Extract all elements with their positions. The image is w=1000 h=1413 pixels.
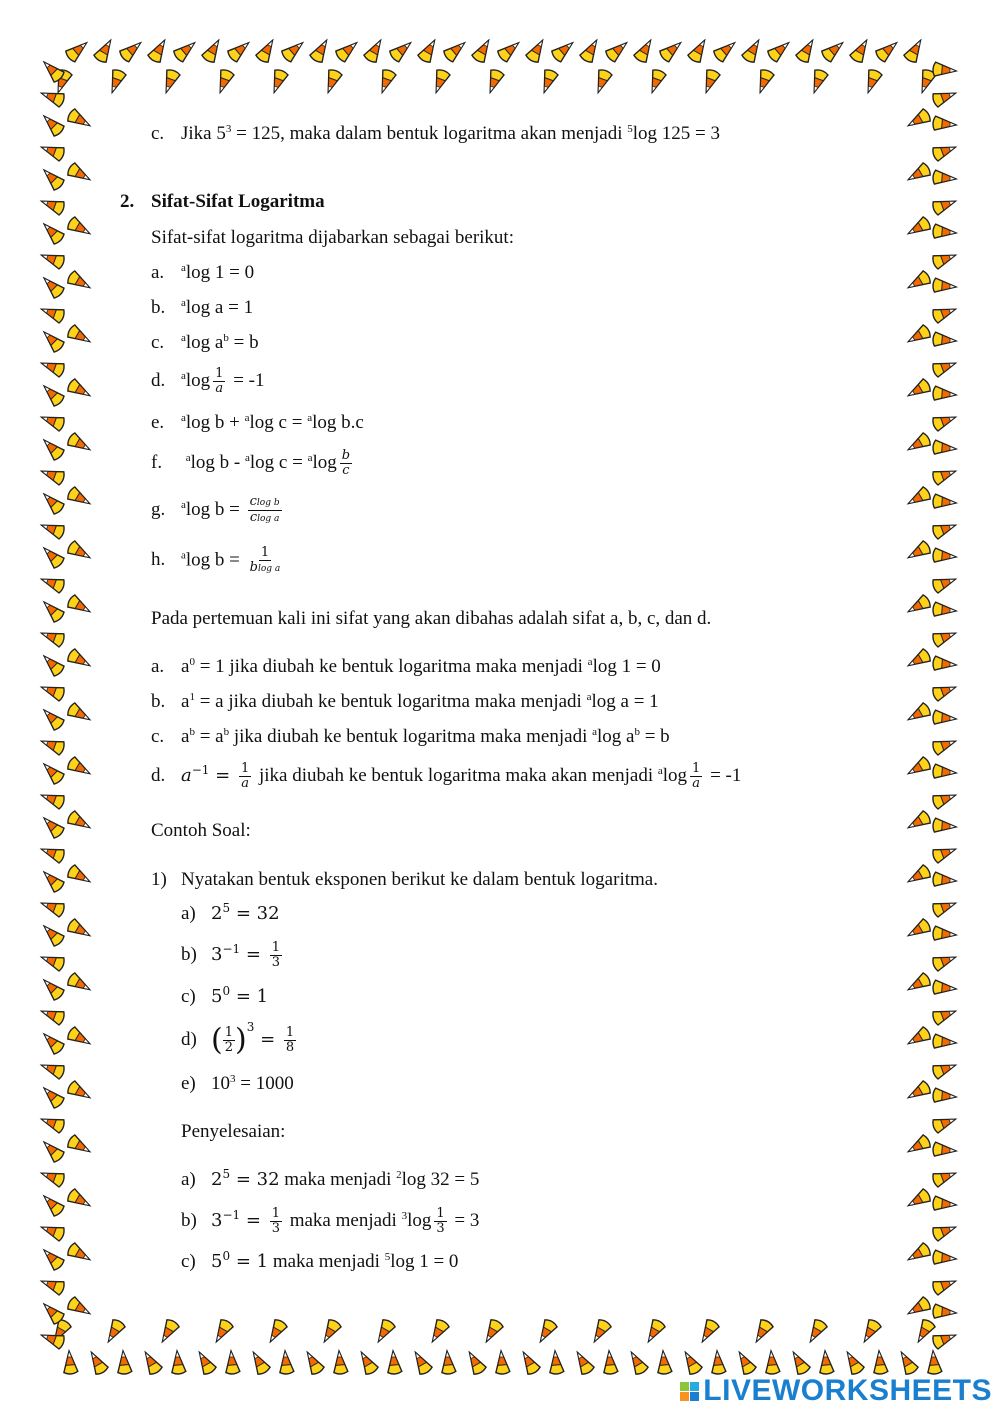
candy-corn-icon [926,1350,942,1374]
candy-corn-icon [39,1029,65,1055]
property-a: a. $^a$log 1 = 0 [151,262,255,283]
candy-corn-icon [39,195,65,216]
candy-corn-icon [106,68,127,94]
candy-corn-icon [932,440,956,456]
candy-corn-icon [39,543,65,569]
candy-corn-icon [66,1080,93,1104]
candy-corn-icon [39,111,65,137]
candy-corn-icon [931,87,957,108]
candy-corn-icon [66,486,93,510]
candy-corn-icon [471,37,495,64]
candy-corn-icon [39,381,65,407]
candy-corn-icon [39,1275,65,1296]
candy-corn-icon [932,1034,956,1050]
candy-corn-icon [39,273,65,299]
candy-corn-icon [170,1350,186,1374]
candy-corn-icon [39,1191,65,1217]
section-title: Sifat-Sifat Logaritma [151,191,325,212]
candy-corn-icon [642,1318,666,1345]
intro-item: c. Jika $5^3 = 125$, maka dalam bentuk logaritma akan menjadi $^5$log 125 = 3 [151,123,720,144]
candy-corn-icon [226,38,253,64]
candy-corn-icon [534,1318,558,1345]
solution-c: c) $5^0 = 1$ maka menjadi $^5$log 1 = 0 [181,1249,459,1272]
candy-corn-icon [710,1350,726,1374]
candy-corn-icon [139,1349,163,1376]
candy-corn-icon [309,37,333,64]
candy-corn-icon [841,1349,865,1376]
candy-corn-icon [903,37,927,64]
candy-corn-icon [604,38,631,64]
candy-corn-icon [278,1350,294,1374]
candy-corn-icon [808,68,829,94]
candy-corn-icon [905,918,932,942]
candy-corn-icon [118,38,145,64]
candy-corn-icon [280,38,307,64]
candy-corn-icon [931,627,957,648]
candy-corn-icon [39,789,65,810]
candy-corn-icon [905,594,932,618]
candy-corn-icon [931,573,957,594]
candy-corn-icon [696,1318,720,1345]
candy-corn-icon [931,1275,957,1296]
candy-corn-icon [66,972,93,996]
candy-corn-icon [214,68,235,94]
candy-corn-icon [932,1304,956,1320]
problem-d: d) ( $\frac{1}{2}$ )$^3$ = $\frac{1}{8}$ [181,1019,295,1058]
candy-corn-icon [39,519,65,540]
candy-corn-icon [388,38,415,64]
problem-c: c) $5^0 = 1$ [181,984,269,1007]
candy-corn-icon [931,1167,957,1188]
brand-name: LIVEWORKSHEETS [703,1374,992,1407]
candy-corn-icon [39,759,65,785]
candy-corn-icon [932,1088,956,1104]
candy-corn-icon [905,648,932,672]
candy-corn-icon [376,68,397,94]
candy-corn-icon [633,37,657,64]
candy-corn-icon [764,1350,780,1374]
candy-corn-icon [440,1350,456,1374]
candy-corn-icon [39,1083,65,1109]
candy-corn-icon [932,332,956,348]
candy-corn-icon [905,1242,932,1266]
candy-corn-icon [733,1349,757,1376]
candy-corn-icon [39,681,65,702]
candy-corn-icon [818,1350,834,1374]
candy-corn-icon [417,37,441,64]
candy-corn-icon [301,1349,325,1376]
candy-corn-icon [247,1349,271,1376]
candy-corn-icon [931,681,957,702]
candy-corn-icon [66,162,93,186]
candy-corn-icon [931,951,957,972]
candy-corn-icon [931,141,957,162]
candy-corn-icon [932,980,956,996]
candy-corn-icon [679,1349,703,1376]
candy-corn-icon [39,1245,65,1271]
candy-corn-icon [442,38,469,64]
candy-corn-icon [550,38,577,64]
candy-corn-icon [932,818,956,834]
candy-corn-icon [156,1318,180,1345]
candy-corn-icon [409,1349,433,1376]
candy-corn-icon [39,1113,65,1134]
candy-corn-icon [931,357,957,378]
candy-corn-icon [39,921,65,947]
candy-corn-icon [905,540,932,564]
candy-corn-icon [525,37,549,64]
liveworksheets-logo[interactable] [680,1374,992,1408]
candy-corn-icon [64,38,91,64]
candy-corn-icon [931,1005,957,1026]
candy-corn-icon [322,68,343,94]
candy-corn-icon [39,597,65,623]
problem-b: b) $3^{-1}$ = $\frac{1}{3}$ [181,940,280,970]
candy-corn-icon [39,327,65,353]
example-b: b. $a^1 = a$ jika diubah ke bentuk logaritma maka menjadi $^a$log a = 1 [151,691,659,712]
example-a: a. $a^0 = 1$ jika diubah ke bentuk logaritma maka menjadi $^a$log 1 = 0 [151,656,661,677]
candy-corn-icon [39,627,65,648]
candy-corn-icon [39,303,65,324]
candy-corn-icon [39,951,65,972]
candy-corn-icon [592,68,613,94]
candy-corn-icon [62,1350,78,1374]
candy-corn-icon [905,1080,932,1104]
candy-corn-icon [905,324,932,348]
candy-corn-icon [932,116,956,132]
candy-corn-icon [66,270,93,294]
candy-corn-icon [905,702,932,726]
candy-corn-icon [905,378,932,402]
candy-corn-icon [932,170,956,186]
candy-corn-icon [85,1349,109,1376]
candy-corn-icon [932,926,956,942]
candy-corn-icon [750,1318,774,1345]
candy-corn-icon [224,1350,240,1374]
candy-corn-icon [66,1026,93,1050]
candy-corn-icon [66,378,93,402]
candy-corn-icon [66,1242,93,1266]
candy-corn-icon [579,37,603,64]
candy-corn-icon [318,1318,342,1345]
candy-corn-icon [201,37,225,64]
candy-corn-icon [39,87,65,108]
candy-corn-icon [66,1296,93,1320]
candy-corn-icon [931,1329,957,1350]
candy-corn-icon [39,1005,65,1026]
candy-corn-icon [766,38,793,64]
candy-corn-icon [66,648,93,672]
candy-corn-icon [363,37,387,64]
candy-corn-icon [39,705,65,731]
candy-corn-icon [39,813,65,839]
property-g: g. $^a$log b = $\frac{\text{clog b}}{\text{clog a}}$ [151,494,280,525]
candy-corn-icon [931,195,957,216]
candy-corn-icon [147,37,171,64]
candy-corn-icon [905,756,932,780]
candy-corn-icon [334,38,361,64]
candy-corn-icon [700,68,721,94]
brand-grid-icon [680,1382,699,1401]
section-intro: Sifat-sifat logaritma dijabarkan sebagai berikut: [151,227,514,248]
contoh-title: Contoh Soal: [151,820,251,841]
candy-corn-icon [905,432,932,456]
candy-corn-icon [172,38,199,64]
candy-corn-icon [463,1349,487,1376]
candy-corn-icon [625,1349,649,1376]
candy-corn-icon [895,1349,919,1376]
candy-corn-icon [931,1221,957,1242]
candy-corn-icon [39,165,65,191]
candy-corn-icon [931,789,957,810]
candy-corn-icon [658,38,685,64]
candy-corn-icon [39,975,65,1001]
candy-corn-icon [210,1318,234,1345]
candy-corn-icon [932,494,956,510]
candy-corn-icon [39,867,65,893]
candy-corn-icon [39,435,65,461]
candy-corn-icon [39,1167,65,1188]
candy-corn-icon [931,411,957,432]
candy-corn-icon [66,216,93,240]
candy-corn-icon [931,519,957,540]
solution-a: a) $2^5 = 32$ maka menjadi $^2$log 32 = 5 [181,1167,480,1190]
candy-corn-icon [787,1349,811,1376]
candy-corn-icon [931,735,957,756]
candy-corn-icon [93,37,117,64]
candy-corn-icon [932,278,956,294]
candy-corn-icon [39,141,65,162]
candy-corn-icon [931,249,957,270]
candy-corn-icon [905,972,932,996]
candy-corn-icon [66,594,93,618]
candy-corn-icon [372,1318,396,1345]
candy-corn-icon [931,465,957,486]
candy-corn-icon [66,702,93,726]
candy-corn-icon [931,1113,957,1134]
property-b: b. $^a$log a = 1 [151,297,254,318]
candy-corn-icon [932,764,956,780]
candy-corn-icon [932,62,956,78]
candy-corn-icon [66,1188,93,1212]
candy-corn-icon [66,810,93,834]
candy-corn-icon [905,864,932,888]
candy-corn-icon [39,843,65,864]
candy-corn-icon [548,1350,564,1374]
property-d: d. $^a$log $\frac{1}{a}$ = -1 [151,366,265,396]
candy-corn-icon [712,38,739,64]
candy-corn-icon [39,249,65,270]
candy-corn-icon [932,1196,956,1212]
candy-corn-icon [39,411,65,432]
candy-corn-icon [268,68,289,94]
candy-corn-icon [66,540,93,564]
candy-corn-icon [264,1318,288,1345]
candy-corn-icon [39,573,65,594]
candy-corn-icon [905,1134,932,1158]
property-h: h. $^a$log b = $\frac{1}{\text{blog a}}$ [151,545,281,575]
section-heading: 2. Sifat-Sifat Logaritma [120,191,325,212]
example-d: d. $a^{-1}$ = $\frac{1}{a}$ jika diubah ke bentuk logaritma maka akan menjadi $^a$log $\frac{1}{a}$ = -1 [151,761,742,791]
candy-corn-icon [160,68,181,94]
candy-corn-icon [39,897,65,918]
candy-corn-icon [905,486,932,510]
candy-corn-icon [480,1318,504,1345]
candy-corn-icon [656,1350,672,1374]
solution-b: b) $3^{-1}$ = $\frac{1}{3}$ maka menjadi $^3$log $\frac{1}{3}$ = 3 [181,1206,480,1236]
candy-corn-icon [931,1059,957,1080]
candy-corn-icon [932,710,956,726]
candy-corn-icon [39,1221,65,1242]
candy-corn-icon [905,162,932,186]
candy-corn-icon [494,1350,510,1374]
candy-corn-icon [804,1318,828,1345]
problem-e: e) $10^3 = 1000$ [181,1073,294,1094]
candy-corn-icon [39,1059,65,1080]
candy-corn-icon [66,432,93,456]
candy-corn-icon [571,1349,595,1376]
candy-corn-icon [39,735,65,756]
candy-corn-icon [39,489,65,515]
candy-corn-icon [255,37,279,64]
candy-corn-icon [39,357,65,378]
candy-corn-icon [430,68,451,94]
candy-corn-icon [932,602,956,618]
candy-corn-icon [872,1350,888,1374]
candy-corn-icon [116,1350,132,1374]
candy-corn-icon [905,270,932,294]
candy-corn-icon [931,897,957,918]
property-f: f. $^a$log b - $^a$log c = $^a$log $\frac{b}{c}$ [151,448,351,478]
candy-corn-icon [646,68,667,94]
candy-corn-icon [538,68,559,94]
candy-corn-icon [932,1142,956,1158]
candy-corn-icon [484,68,505,94]
candy-corn-icon [193,1349,217,1376]
candy-corn-icon [905,1026,932,1050]
candy-corn-icon [66,864,93,888]
candy-corn-icon [496,38,523,64]
question-1: 1) Nyatakan bentuk eksponen berikut ke dalam bentuk logaritma. [151,869,658,890]
candy-corn-icon [39,651,65,677]
candy-corn-icon [66,324,93,348]
candy-corn-icon [932,386,956,402]
candy-corn-icon [932,656,956,672]
example-c: c. $a^b = a^b$ jika diubah ke bentuk logaritma maka menjadi $^a$log $a^b = b$ [151,726,670,747]
candy-corn-icon [66,108,93,132]
candy-corn-icon [905,1296,932,1320]
candy-corn-icon [66,918,93,942]
candy-corn-icon [849,37,873,64]
candy-corn-icon [39,219,65,245]
candy-corn-icon [39,465,65,486]
candy-corn-icon [905,216,932,240]
candy-corn-icon [862,68,883,94]
candy-corn-icon [931,303,957,324]
candy-corn-icon [932,548,956,564]
candy-corn-icon [66,756,93,780]
candy-corn-icon [426,1318,450,1345]
property-e: e. $^a$log b + $^a$log c = $^a$log b.c [151,412,364,433]
candy-corn-icon [102,1318,126,1345]
candy-corn-icon [66,1134,93,1158]
candy-corn-icon [386,1350,402,1374]
candy-corn-icon [905,108,932,132]
candy-corn-icon [687,37,711,64]
candy-corn-icon [932,872,956,888]
problem-a: a) $2^5 = 32$ [181,901,280,924]
candy-corn-icon [932,1250,956,1266]
candy-corn-icon [931,843,957,864]
solution-title: Penyelesaian: [181,1121,286,1142]
candy-corn-icon [905,810,932,834]
candy-corn-icon [874,38,901,64]
candy-corn-icon [741,37,765,64]
candy-corn-icon [858,1318,882,1345]
candy-corn-icon [332,1350,348,1374]
candy-corn-icon [905,1188,932,1212]
candy-corn-icon [517,1349,541,1376]
candy-corn-icon [602,1350,618,1374]
candy-corn-icon [355,1349,379,1376]
candy-corn-icon [588,1318,612,1345]
discussion-text: Pada pertemuan kali ini sifat yang akan dibahas adalah sifat a, b, c, dan d. [151,608,712,629]
candy-corn-icon [754,68,775,94]
candy-corn-icon [39,1137,65,1163]
candy-corn-icon [795,37,819,64]
candy-corn-icon [820,38,847,64]
candy-corn-icon [932,224,956,240]
property-c: c. $^a$log $a^b = b$ [151,332,259,353]
